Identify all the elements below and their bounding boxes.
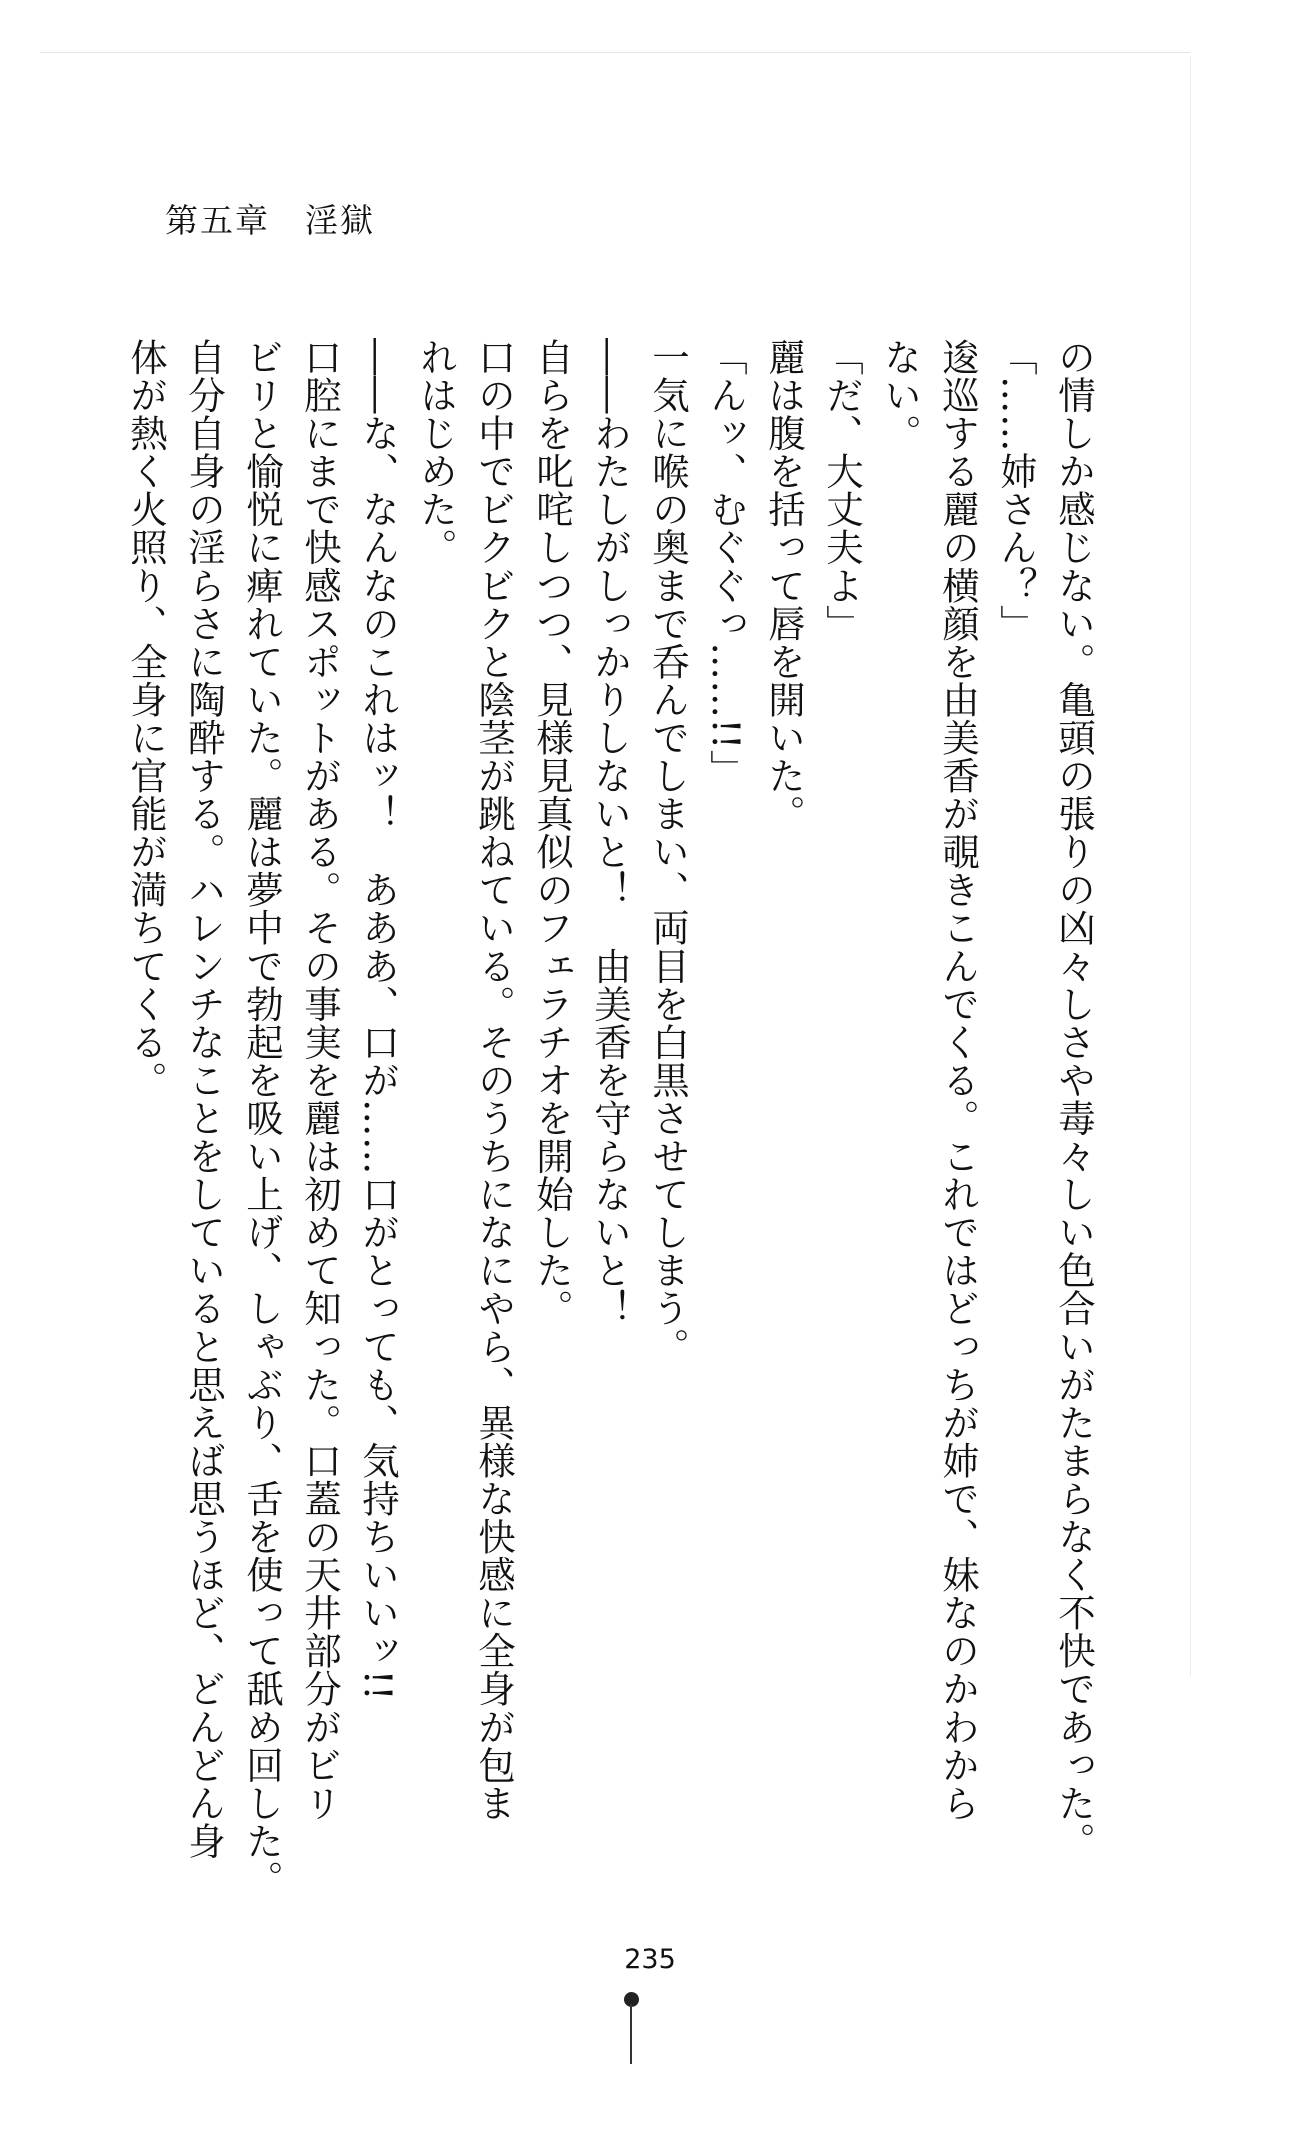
text-line: 逡巡する麗の横顔を由美香が覗きこんでくる。これではどっちが姉で、妹なのかわから bbox=[936, 338, 980, 1822]
text-line: れはじめた。 bbox=[414, 338, 458, 567]
scan-edge-top bbox=[40, 52, 1190, 53]
body-text bbox=[124, 338, 1103, 1899]
text-line: 麗は腹を括って唇を開いた。 bbox=[762, 338, 806, 833]
text-line: ――な、なんなのこれはッ！ あああ、口が……口がとっても、気持ちいいッ!! bbox=[356, 338, 400, 1701]
page-number: 235 bbox=[624, 1944, 676, 1975]
text-line: ない。 bbox=[878, 338, 922, 453]
text-line: 口の中でビクビクと陰茎が跳ねている。そのうちになにやら、異様な快感に全身が包ま bbox=[472, 338, 516, 1822]
text-line: 「……姉さん？」 bbox=[994, 338, 1038, 643]
text-line: 「んッ、むぐぐっ……!!」 bbox=[704, 338, 748, 788]
text-line: の情しか感じない。亀頭の張りの凶々しさや毒々しい色合いがたまらなく不快であった。 bbox=[1052, 338, 1096, 1860]
text-line: 「だ、大丈夫よ」 bbox=[820, 338, 864, 643]
text-line: ビリと愉悦に痺れていた。麗は夢中で勃起を吸い上げ、しゃぶり、舌を使って舐め回した。 bbox=[240, 338, 284, 1899]
text-line: ――わたしがしっかりしないと！ 由美香を守らないと！ bbox=[588, 338, 632, 1328]
text-line: 自分自身の淫らさに陶酔する。ハレンチなことをしていると思えば思うほど、どんどん身 bbox=[182, 338, 226, 1860]
scan-edge-right bbox=[1190, 56, 1191, 1676]
text-line: 体が熱く火照り、全身に官能が満ちてくる。 bbox=[124, 338, 168, 1099]
text-line: 口腔にまで快感スポットがある。その事実を麗は初めて知った。口蓋の天井部分がビリ bbox=[298, 338, 342, 1822]
text-line: 自らを叱咤しつつ、見様見真似のフェラチオを開始した。 bbox=[530, 338, 574, 1328]
page-marker-stem bbox=[630, 2004, 632, 2064]
text-line: 一気に喉の奥まで呑んでしまい、両目を白黒させてしまう。 bbox=[646, 338, 690, 1366]
running-head: 第五章 淫獄 bbox=[165, 201, 375, 240]
